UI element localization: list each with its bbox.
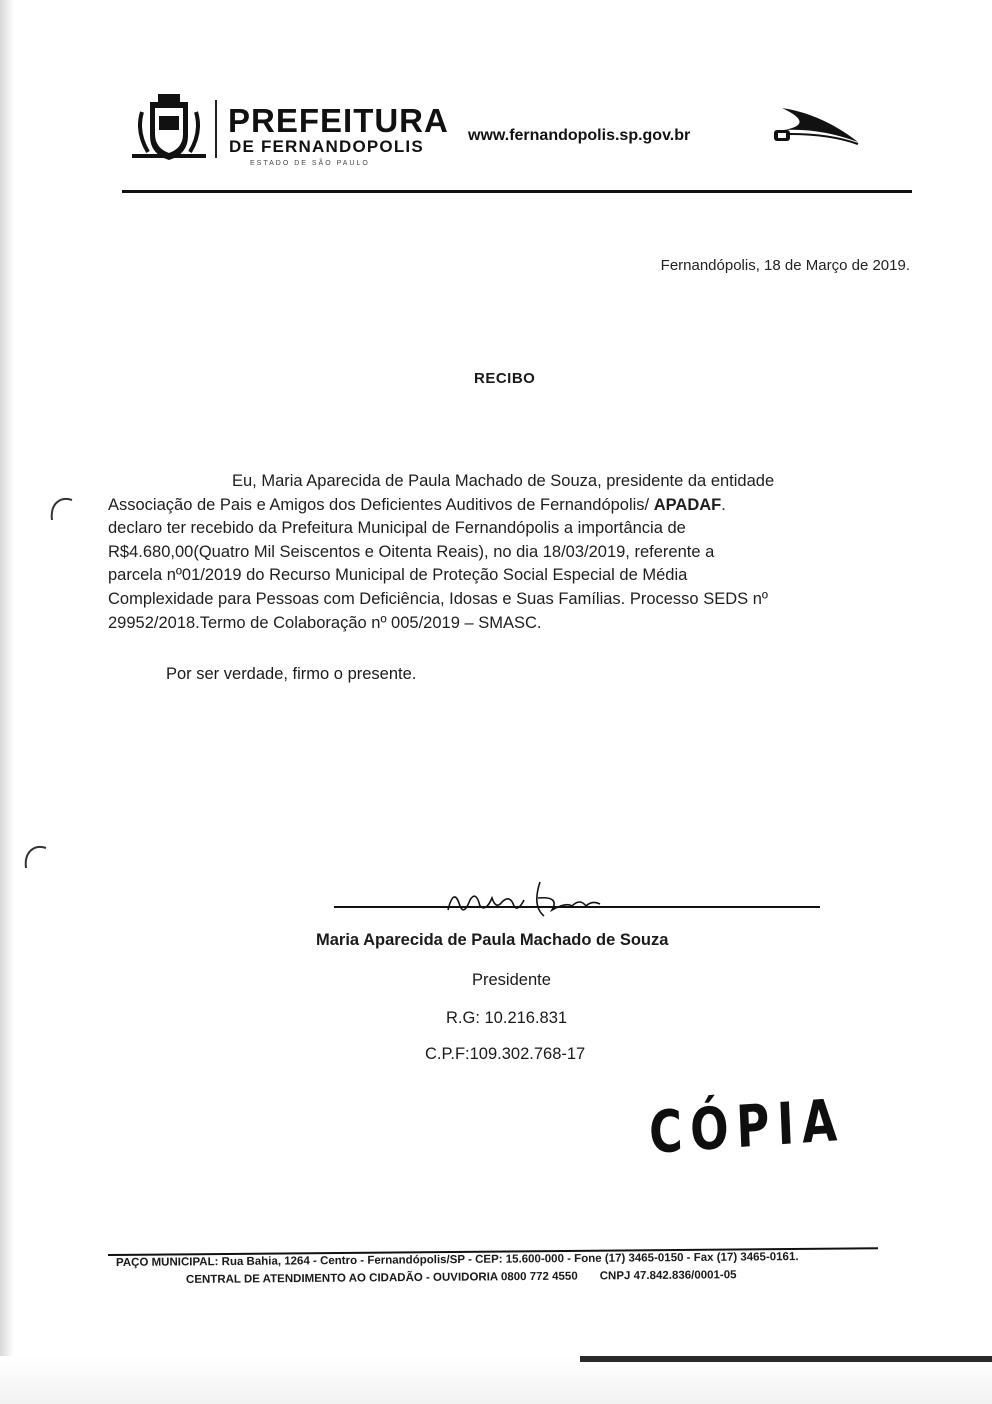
- body-line: Eu, Maria Aparecida de Paula Machado de Souza, presidente da entidade: [232, 472, 775, 490]
- website-link[interactable]: www.fernandopolis.sp.gov.br: [468, 127, 691, 144]
- document-title: RECIBO: [474, 370, 536, 387]
- body-line: R$4.680,00(Quatro Mil Seiscentos e Oitenta Reais), no dia 18/03/2019, referente a: [108, 542, 715, 561]
- footer-cnpj: CNPJ 47.842.836/0001-05: [599, 1269, 737, 1283]
- scan-bottom-shadow: [0, 1356, 992, 1404]
- header-divider: [215, 100, 217, 158]
- city-crest-icon: [128, 92, 210, 166]
- closing-statement: Por ser verdade, firmo o presente.: [166, 665, 417, 683]
- body-line: Complexidade para Pessoas com Deficiência, Idosas e Suas Famílias. Processo SEDS nº: [108, 589, 768, 608]
- body-line: parcela nº01/2019 do Recurso Municipal de Proteção Social Especial de Média: [108, 566, 688, 585]
- footer-ouvidoria: CENTRAL DE ATENDIMENTO AO CIDADÃO - OUVIDORIA 0800 772 4550: [185, 1270, 578, 1286]
- handwritten-signature: [440, 876, 610, 922]
- date-line: Fernandópolis, 18 de Março de 2019.: [660, 257, 910, 274]
- punch-hole-icon: [46, 494, 76, 524]
- org-name: PREFEITURA: [228, 102, 449, 139]
- org-city: DE FERNANDOPOLIS: [229, 137, 424, 156]
- header-rule: [122, 190, 912, 193]
- signer-role: Presidente: [472, 971, 551, 989]
- org-state: ESTADO DE SÃO PAULO: [250, 160, 370, 167]
- receipt-body: [108, 470, 898, 635]
- entity-acronym: APADAF: [653, 495, 722, 514]
- scan-dark-strip: [580, 1356, 992, 1362]
- swoosh-logo-icon: [760, 104, 860, 156]
- body-line: 29952/2018.Termo de Colaboração nº 005/2019 – SMASC.: [108, 613, 542, 632]
- footer-contact: [186, 1270, 737, 1286]
- signature-line: [334, 906, 820, 908]
- body-line: Associação de Pais e Amigos dos Deficientes Auditivos de Fernandópolis/ APADAF.: [108, 495, 726, 514]
- body-line: declaro ter recebido da Prefeitura Municipal de Fernandópolis a importância de: [108, 519, 686, 538]
- copy-stamp: CÓPIA: [647, 1085, 846, 1167]
- punch-hole-icon: [20, 842, 50, 872]
- footer-address: PAÇO MUNICIPAL: Rua Bahia, 1264 - Centro - Fernandópolis/SP - CEP: 15.600-000 - Fone (17) 3465-0150 - Fax (17) 3465-0161.: [115, 1251, 799, 1269]
- scan-edge-shadow: [0, 0, 14, 1404]
- signer-cpf: C.P.F:109.302.768-17: [425, 1045, 586, 1063]
- signer-rg: R.G: 10.216.831: [446, 1009, 568, 1027]
- signer-name: Maria Aparecida de Paula Machado de Souza: [316, 931, 669, 949]
